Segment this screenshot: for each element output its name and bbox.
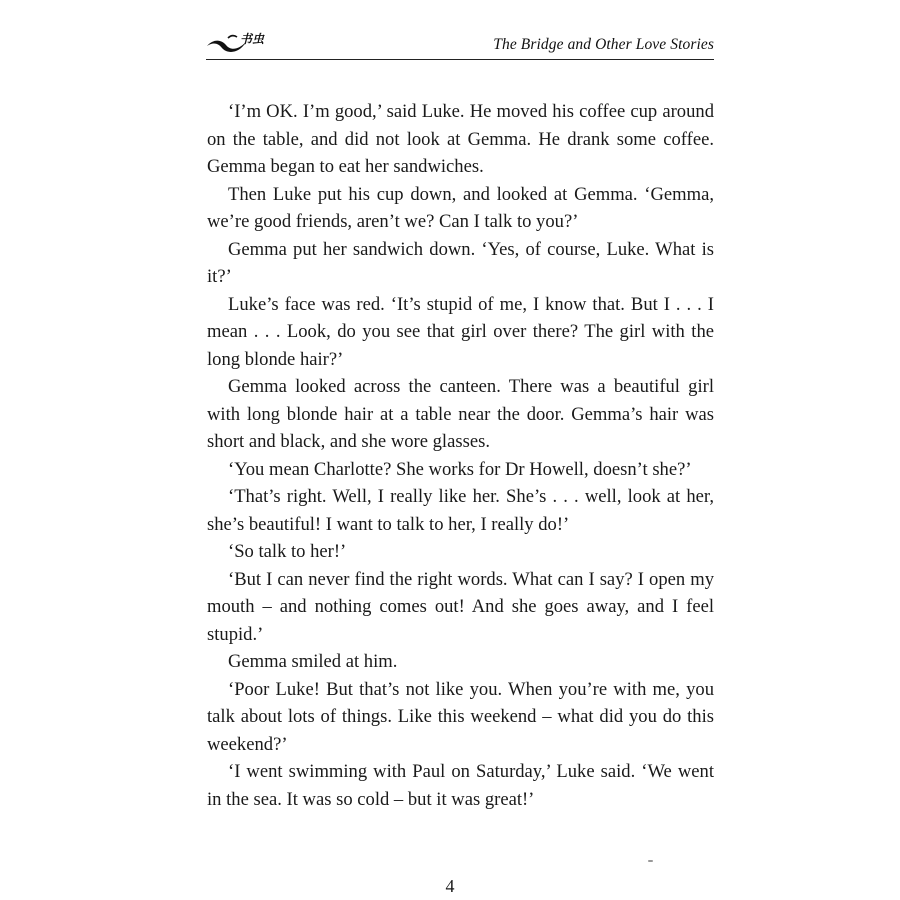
paragraph: ‘I went swimming with Paul on Saturday,’ Luke said. ‘We went in the sea. It was so cold – but it was great!’ bbox=[207, 761, 714, 810]
running-head bbox=[206, 28, 714, 68]
running-title: The Bridge and Other Love Stories bbox=[493, 36, 714, 53]
paragraph: ‘I’m OK. I’m good,’ said Luke. He moved his coffee cup around on the table, and did not look at Gemma. He drank some coffee. Gemma began to eat her sandwiches. bbox=[207, 101, 714, 177]
header-rule bbox=[206, 59, 714, 60]
paragraph: ‘You mean Charlotte? She works for Dr Howell, doesn’t she?’ bbox=[228, 458, 692, 480]
series-logo bbox=[206, 30, 276, 54]
print-speck bbox=[648, 860, 653, 862]
paragraph: Gemma looked across the canteen. There was a beautiful girl with long blonde hair at a table near the door. Gemma’s hair was short and black, and she wore glasses. bbox=[207, 376, 714, 452]
paragraph: ‘But I can never find the right words. What can I say? I open my mouth – and nothing comes out! And she goes away, and I feel stupid.’ bbox=[207, 568, 714, 645]
paragraph: Then Luke put his cup down, and looked at Gemma. ‘Gemma, we’re good friends, aren’t we? Can I talk to you?’ bbox=[207, 183, 714, 232]
series-logo-text: 书虫 bbox=[240, 32, 265, 46]
paragraph: ‘That’s right. Well, I really like her. She’s . . . well, look at her, she’s beautiful! I want to talk to her, I really do!’ bbox=[207, 486, 714, 535]
paragraph: Gemma smiled at him. bbox=[228, 651, 398, 672]
paragraph: Gemma put her sandwich down. ‘Yes, of course, Luke. What is it?’ bbox=[207, 238, 714, 287]
paragraph: ‘Poor Luke! But that’s not like you. When you’re with me, you talk about lots of things. Like this weekend – what did you do this weekend?’ bbox=[207, 678, 714, 755]
paragraph: ‘So talk to her!’ bbox=[228, 541, 347, 562]
body-text bbox=[207, 98, 714, 813]
paragraph: Luke’s face was red. ‘It’s stupid of me, I know that. But I . . . I mean . . . Look, do you see that girl over there? The girl with the long blonde hair?’ bbox=[207, 293, 714, 370]
page-number: 4 bbox=[445, 876, 455, 896]
